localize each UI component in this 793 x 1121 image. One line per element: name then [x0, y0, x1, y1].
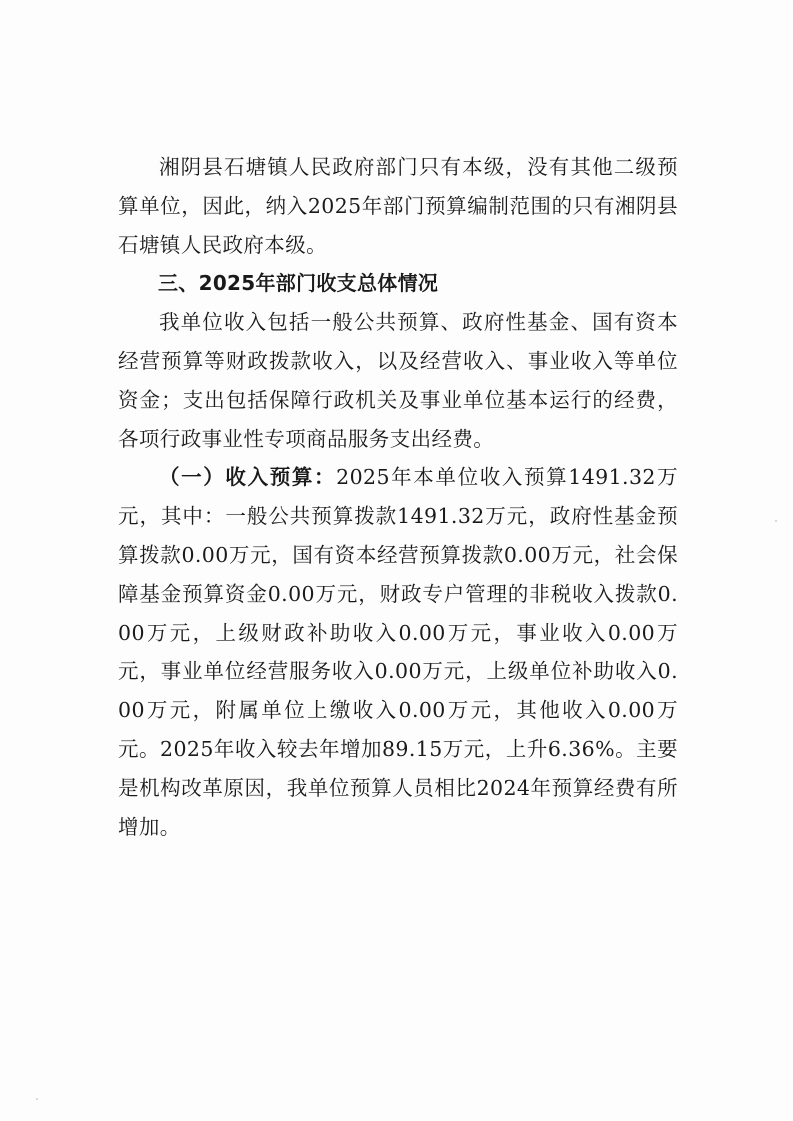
section-heading-3: 三、2025年部门收支总体情况	[158, 271, 439, 296]
scan-speck	[36, 1098, 38, 1100]
paragraph-income-budget	[118, 458, 678, 846]
paragraph-income-expense-overview: 我单位收入包括一般公共预算、政府性基金、国有资本经营预算等财政拨款收入，以及经营收入、事业收入等单位资金；支出包括保障行政机关及事业单位基本运行的经费，各项行政事业性专项商品服务支出经费。	[118, 310, 678, 451]
document-body	[118, 148, 678, 846]
income-budget-text: 2025年本单位收入预算1491.32万元，其中：一般公共预算拨款1491.32万元，政府性基金预算拨款0.00万元，国有资本经营预算拨款0.00万元，社会保障基金预算资金0.00万元，财政专户管理的非税收入拨款0.00万元，上级财政补助收入0.00万元，事业收入0.00万元，事业单位经营服务收入0.00万元，上级单位补助收入0.00万元，附属单位上缴收入0.00万元，其他收入0.00万元。2025年收入较去年增加89.15万元，上升6.36%。主要是机构改革原因，我单位预算人员相比2024年预算经费有所增加。	[118, 465, 678, 839]
scan-speck	[775, 520, 777, 522]
paragraph-budget-scope: 湘阴县石塘镇人民政府部门只有本级，没有其他二级预算单位，因此，纳入2025年部门预算编制范围的只有湘阴县石塘镇人民政府本级。	[118, 155, 678, 257]
income-budget-lead: （一）收入预算：	[159, 465, 337, 490]
